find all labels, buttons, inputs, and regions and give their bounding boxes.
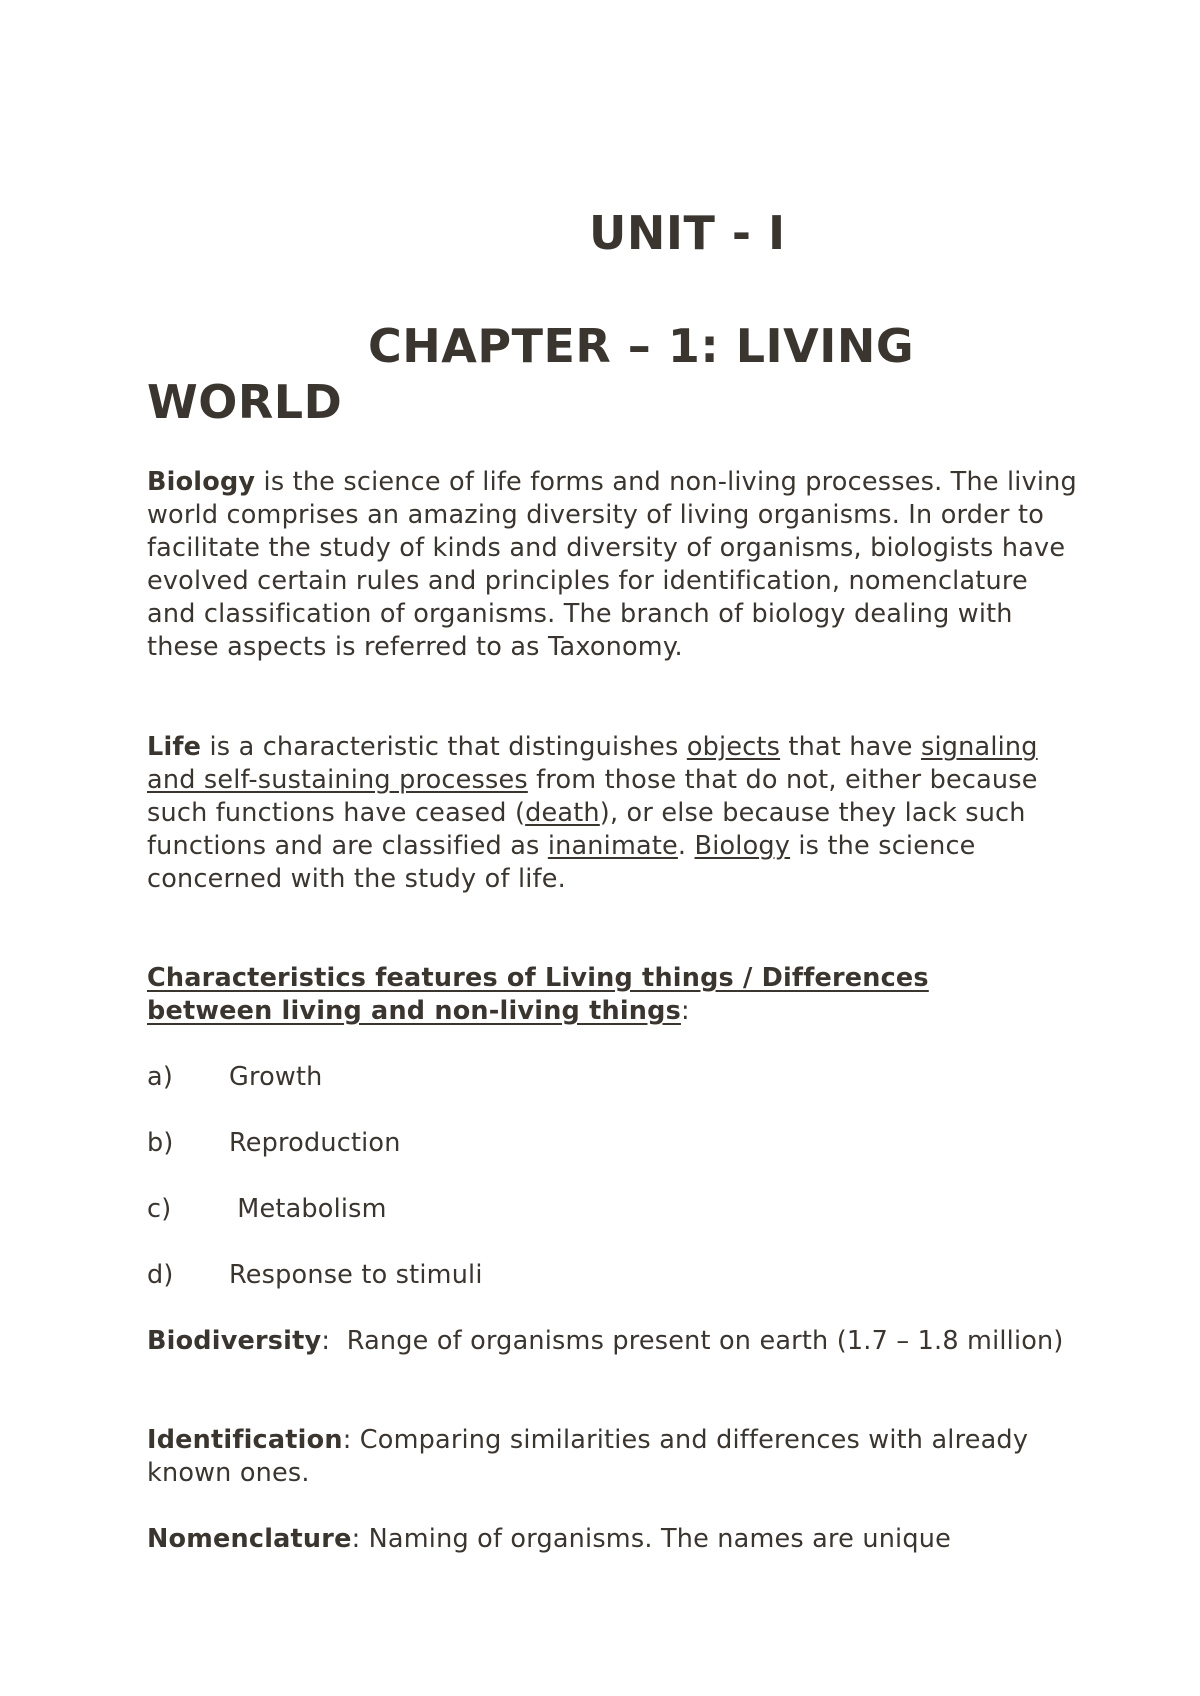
characteristics-heading: Characteristics features of Living things / Differences between living and non-living things (147, 963, 929, 1026)
list-item (147, 1061, 323, 1094)
definition-nomenclature (147, 1523, 1077, 1556)
definition-text: : Naming of organisms. The names are unique (351, 1524, 951, 1554)
term-biology: Biology (147, 467, 256, 497)
text-segment: is the science concerned with the study of life. (147, 831, 976, 894)
definition-text: : Comparing similarities and differences with already known ones. (147, 1425, 1029, 1488)
text-segment: ), or else because they lack such functions and are classified as (147, 798, 1026, 861)
definition-identification (147, 1424, 1077, 1490)
chapter-title: CHAPTER – 1: LIVING WORLD (147, 319, 915, 429)
unit-title: UNIT - I (589, 206, 786, 260)
list-item (147, 1259, 483, 1292)
link-biology[interactable]: Biology (694, 831, 791, 861)
paragraph-biology (147, 466, 1077, 664)
list-label: Metabolism (229, 1194, 387, 1224)
term-life: Life (147, 732, 202, 762)
heading-colon: : (680, 996, 690, 1026)
list-item (147, 1127, 401, 1160)
term-identification: Identification (147, 1425, 343, 1455)
paragraph-life (147, 731, 1077, 896)
list-item (147, 1193, 387, 1226)
link-death[interactable]: death (525, 798, 600, 828)
list-marker: c) (147, 1194, 172, 1224)
link-objects[interactable]: objects (686, 732, 781, 762)
definition-biodiversity (147, 1325, 1077, 1358)
text-segment: that have (780, 732, 921, 762)
definition-text: : Range of organisms present on earth (1.7 – 1.8 million) (321, 1326, 1064, 1356)
list-label: Reproduction (229, 1128, 401, 1158)
list-label: Growth (229, 1062, 323, 1092)
list-marker: d) (147, 1260, 174, 1290)
term-biodiversity: Biodiversity (147, 1326, 322, 1356)
paragraph-biology-text: is the science of life forms and non-living processes. The living world comprises an amazing diversity of living organisms. In order to facilitate the study of kinds and diversity of organisms, biologists have evolved certain rules and principles for identification, nomenclature and classification of organisms. The branch of biology dealing with these aspects is referred to as Taxonomy. (147, 467, 1077, 662)
text-segment: is a characteristic that distinguishes (201, 732, 687, 762)
link-signaling-processes[interactable]: signaling and self-sustaining processes (147, 732, 1038, 795)
term-nomenclature: Nomenclature (147, 1524, 352, 1554)
list-label: Response to stimuli (229, 1260, 483, 1290)
text-segment: from those that do not, either because such functions have ceased ( (147, 765, 1038, 828)
list-marker: a) (147, 1062, 173, 1092)
list-marker: b) (147, 1128, 174, 1158)
link-inanimate[interactable]: inanimate (547, 831, 678, 861)
text-segment: . (677, 831, 695, 861)
characteristics-heading-line (147, 962, 1027, 1028)
